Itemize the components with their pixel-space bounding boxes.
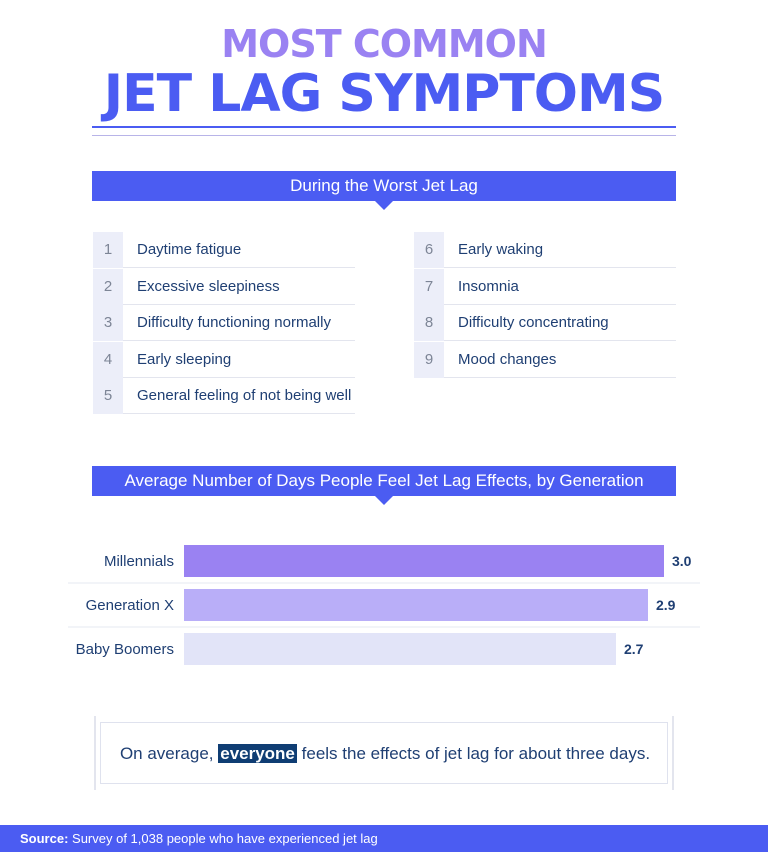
chart-title: Average Number of Days People Feel Jet Lag Effects, by Generation (92, 466, 676, 496)
source-label: Source: (20, 831, 69, 846)
generation-bar-chart (60, 530, 710, 680)
symptom-label: Difficulty functioning normally (137, 314, 331, 331)
symptom-number: 6 (414, 232, 444, 268)
bar (184, 589, 648, 621)
symptom-label: Insomnia (458, 277, 519, 295)
symptom-label: Daytime fatigue (137, 241, 242, 258)
symptom-label: General feeling of not being well (137, 387, 352, 404)
symptom-number: 2 (93, 269, 123, 305)
title-divider-thin (92, 135, 676, 136)
note-highlight: everyone (220, 744, 295, 763)
symptom-label: Excessive sleepiness (137, 277, 280, 295)
category-label: Baby Boomers (75, 641, 174, 658)
symptoms-heading: During the Worst Jet Lag (92, 171, 676, 201)
note-after: feels the effects of jet lag for about three days. (301, 744, 651, 763)
bar (184, 633, 616, 665)
category-label: Millennials (103, 553, 174, 570)
bar (184, 545, 664, 577)
title-divider (92, 126, 676, 128)
symptom-item (93, 232, 355, 268)
value-label: 3.0 (672, 553, 692, 569)
symptom-number: 5 (93, 378, 123, 414)
symptom-number: 7 (414, 269, 444, 305)
symptom-number: 1 (93, 232, 123, 268)
note-before: On average, (119, 744, 214, 763)
note-text (101, 723, 669, 785)
symptom-number: 9 (414, 342, 444, 378)
symptom-item (414, 305, 676, 341)
symptom-label: Difficulty concentrating (458, 314, 609, 331)
value-label: 2.9 (656, 597, 676, 613)
symptom-label: Mood changes (458, 350, 557, 368)
symptom-number: 4 (93, 342, 123, 378)
symptom-label: Early waking (458, 241, 544, 258)
symptom-item (93, 342, 355, 378)
source-text: Survey of 1,038 people who have experienced jet lag (72, 831, 378, 846)
symptom-item (93, 378, 355, 414)
value-label: 2.7 (624, 641, 644, 657)
symptom-divider (444, 377, 676, 378)
footer-source (0, 825, 768, 852)
note-box (100, 722, 668, 784)
symptom-item (414, 232, 676, 268)
title-line-2: JET LAG SYMPTOMS (103, 64, 665, 124)
symptom-label: Early sleeping (137, 350, 232, 368)
symptom-number: 8 (414, 305, 444, 341)
symptom-number: 3 (93, 305, 123, 341)
title-line-1: MOST COMMON (221, 22, 547, 66)
symptom-item (414, 269, 676, 305)
symptom-item (414, 342, 676, 378)
symptom-item (93, 305, 355, 341)
symptom-item (93, 269, 355, 305)
symptom-divider (123, 413, 355, 414)
category-label: Generation X (85, 597, 174, 614)
